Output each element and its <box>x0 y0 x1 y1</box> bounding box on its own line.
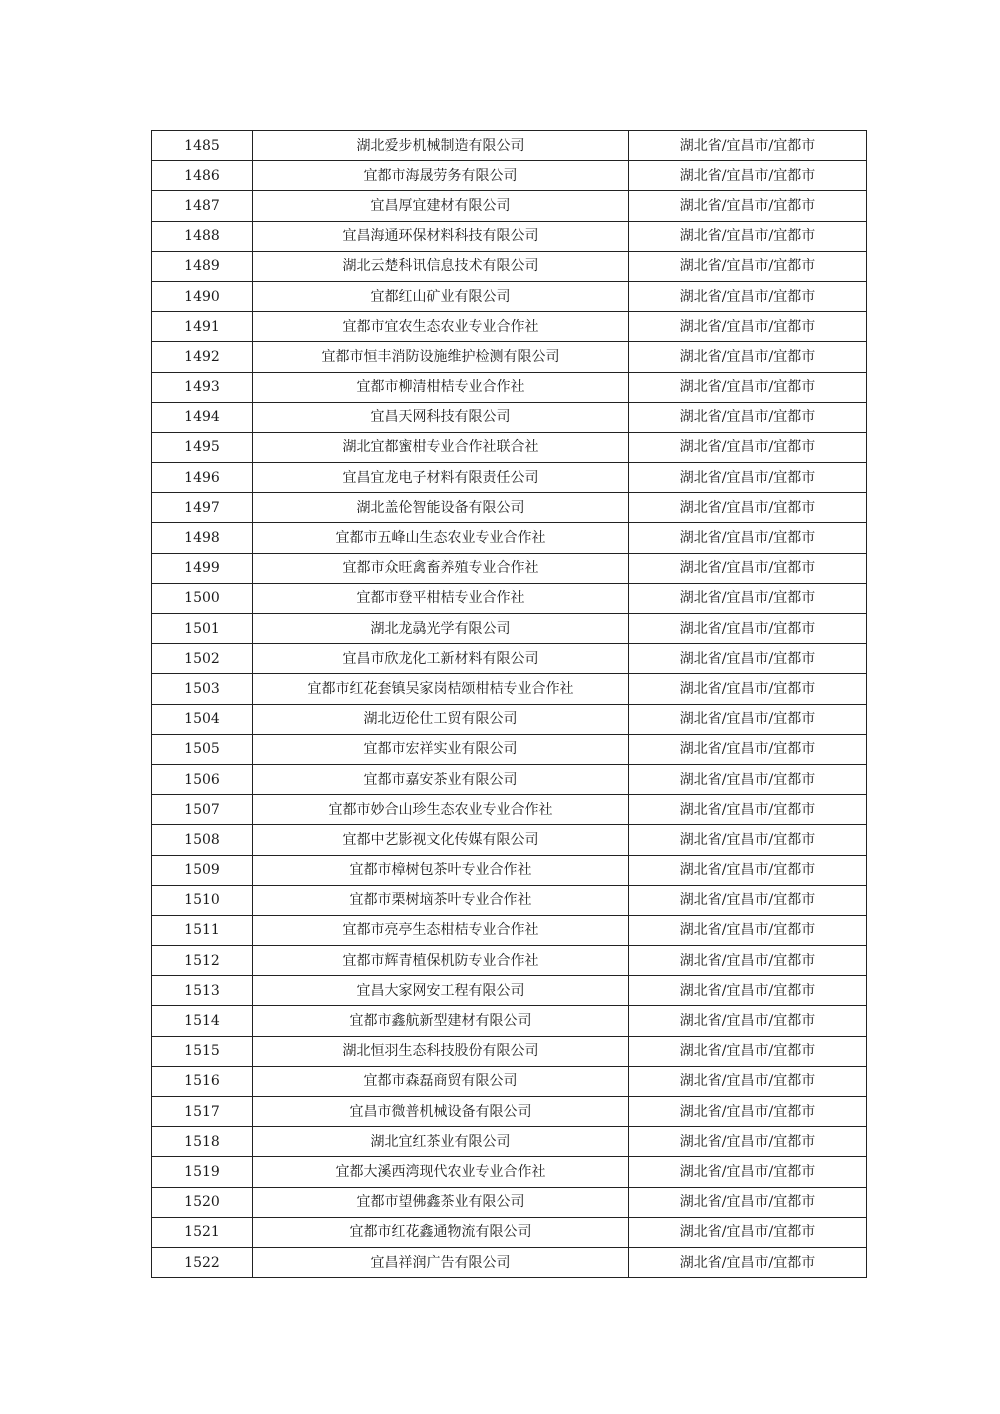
company-name-cell: 湖北宜都蜜柑专业合作社联合社 <box>253 432 629 462</box>
table-body <box>152 131 867 1278</box>
table-row <box>152 251 867 281</box>
company-name-cell: 宜都红山矿业有限公司 <box>253 281 629 311</box>
table-row <box>152 946 867 976</box>
region-cell: 湖北省/宜昌市/宜都市 <box>629 312 867 342</box>
region-cell: 湖北省/宜昌市/宜都市 <box>629 885 867 915</box>
region-cell: 湖北省/宜昌市/宜都市 <box>629 372 867 402</box>
region-cell: 湖北省/宜昌市/宜都市 <box>629 614 867 644</box>
region-cell: 湖北省/宜昌市/宜都市 <box>629 674 867 704</box>
company-name-cell: 湖北宜红茶业有限公司 <box>253 1127 629 1157</box>
table-row <box>152 1006 867 1036</box>
region-cell: 湖北省/宜昌市/宜都市 <box>629 1066 867 1096</box>
region-cell: 湖北省/宜昌市/宜都市 <box>629 583 867 613</box>
row-number-cell: 1506 <box>152 764 253 794</box>
table-row <box>152 583 867 613</box>
row-number-cell: 1511 <box>152 915 253 945</box>
table-row <box>152 342 867 372</box>
row-number-cell: 1516 <box>152 1066 253 1096</box>
table-row <box>152 493 867 523</box>
table-row <box>152 734 867 764</box>
company-name-cell: 湖北云楚科讯信息技术有限公司 <box>253 251 629 281</box>
company-name-cell: 宜昌大家网安工程有限公司 <box>253 976 629 1006</box>
table-row <box>152 131 867 161</box>
row-number-cell: 1503 <box>152 674 253 704</box>
table-row <box>152 553 867 583</box>
region-cell: 湖北省/宜昌市/宜都市 <box>629 764 867 794</box>
region-cell: 湖北省/宜昌市/宜都市 <box>629 493 867 523</box>
region-cell: 湖北省/宜昌市/宜都市 <box>629 463 867 493</box>
region-cell: 湖北省/宜昌市/宜都市 <box>629 342 867 372</box>
row-number-cell: 1522 <box>152 1247 253 1277</box>
region-cell: 湖北省/宜昌市/宜都市 <box>629 402 867 432</box>
company-name-cell: 宜昌天网科技有限公司 <box>253 402 629 432</box>
region-cell: 湖北省/宜昌市/宜都市 <box>629 976 867 1006</box>
table-row <box>152 764 867 794</box>
table-row <box>152 463 867 493</box>
table-row <box>152 1097 867 1127</box>
table-row <box>152 1187 867 1217</box>
table-row <box>152 1157 867 1187</box>
row-number-cell: 1493 <box>152 372 253 402</box>
row-number-cell: 1517 <box>152 1097 253 1127</box>
table-row <box>152 312 867 342</box>
company-name-cell: 宜都市辉青植保机防专业合作社 <box>253 946 629 976</box>
row-number-cell: 1514 <box>152 1006 253 1036</box>
table-row <box>152 1217 867 1247</box>
row-number-cell: 1495 <box>152 432 253 462</box>
region-cell: 湖北省/宜昌市/宜都市 <box>629 915 867 945</box>
table-row <box>152 855 867 885</box>
company-name-cell: 湖北龙骉光学有限公司 <box>253 614 629 644</box>
row-number-cell: 1520 <box>152 1187 253 1217</box>
row-number-cell: 1492 <box>152 342 253 372</box>
row-number-cell: 1486 <box>152 161 253 191</box>
company-name-cell: 宜都大溪西湾现代农业专业合作社 <box>253 1157 629 1187</box>
row-number-cell: 1499 <box>152 553 253 583</box>
table-row <box>152 915 867 945</box>
row-number-cell: 1498 <box>152 523 253 553</box>
company-name-cell: 宜都市亮亭生态柑桔专业合作社 <box>253 915 629 945</box>
company-name-cell: 宜都市柳清柑桔专业合作社 <box>253 372 629 402</box>
region-cell: 湖北省/宜昌市/宜都市 <box>629 1187 867 1217</box>
region-cell: 湖北省/宜昌市/宜都市 <box>629 1006 867 1036</box>
table-row <box>152 432 867 462</box>
row-number-cell: 1496 <box>152 463 253 493</box>
region-cell: 湖北省/宜昌市/宜都市 <box>629 855 867 885</box>
company-name-cell: 宜都市红花鑫通物流有限公司 <box>253 1217 629 1247</box>
company-name-cell: 宜都市妙合山珍生态农业专业合作社 <box>253 795 629 825</box>
table-row <box>152 674 867 704</box>
table-row <box>152 1066 867 1096</box>
company-name-cell: 湖北迈伦仕工贸有限公司 <box>253 704 629 734</box>
row-number-cell: 1519 <box>152 1157 253 1187</box>
table-row <box>152 976 867 1006</box>
row-number-cell: 1508 <box>152 825 253 855</box>
company-name-cell: 宜昌祥润广告有限公司 <box>253 1247 629 1277</box>
region-cell: 湖北省/宜昌市/宜都市 <box>629 523 867 553</box>
row-number-cell: 1494 <box>152 402 253 432</box>
row-number-cell: 1504 <box>152 704 253 734</box>
row-number-cell: 1518 <box>152 1127 253 1157</box>
company-name-cell: 宜都市恒丰消防设施维护检测有限公司 <box>253 342 629 372</box>
table-row <box>152 523 867 553</box>
company-name-cell: 宜都市宏祥实业有限公司 <box>253 734 629 764</box>
company-name-cell: 宜昌海通环保材料科技有限公司 <box>253 221 629 251</box>
table-row <box>152 161 867 191</box>
region-cell: 湖北省/宜昌市/宜都市 <box>629 644 867 674</box>
region-cell: 湖北省/宜昌市/宜都市 <box>629 432 867 462</box>
company-name-cell: 宜都中艺影视文化传媒有限公司 <box>253 825 629 855</box>
row-number-cell: 1513 <box>152 976 253 1006</box>
company-name-cell: 宜都市樟树包茶叶专业合作社 <box>253 855 629 885</box>
region-cell: 湖北省/宜昌市/宜都市 <box>629 131 867 161</box>
row-number-cell: 1485 <box>152 131 253 161</box>
row-number-cell: 1521 <box>152 1217 253 1247</box>
company-name-cell: 宜都市五峰山生态农业专业合作社 <box>253 523 629 553</box>
company-name-cell: 宜昌宜龙电子材料有限责任公司 <box>253 463 629 493</box>
region-cell: 湖北省/宜昌市/宜都市 <box>629 553 867 583</box>
region-cell: 湖北省/宜昌市/宜都市 <box>629 281 867 311</box>
row-number-cell: 1500 <box>152 583 253 613</box>
table-row <box>152 1036 867 1066</box>
table-row <box>152 614 867 644</box>
company-name-cell: 湖北爱步机械制造有限公司 <box>253 131 629 161</box>
row-number-cell: 1501 <box>152 614 253 644</box>
company-name-cell: 宜都市望佛鑫茶业有限公司 <box>253 1187 629 1217</box>
region-cell: 湖北省/宜昌市/宜都市 <box>629 1247 867 1277</box>
company-table <box>151 130 867 1278</box>
row-number-cell: 1512 <box>152 946 253 976</box>
row-number-cell: 1497 <box>152 493 253 523</box>
table-row <box>152 795 867 825</box>
region-cell: 湖北省/宜昌市/宜都市 <box>629 825 867 855</box>
region-cell: 湖北省/宜昌市/宜都市 <box>629 1036 867 1066</box>
region-cell: 湖北省/宜昌市/宜都市 <box>629 1127 867 1157</box>
company-name-cell: 宜都市森磊商贸有限公司 <box>253 1066 629 1096</box>
region-cell: 湖北省/宜昌市/宜都市 <box>629 946 867 976</box>
table-row <box>152 191 867 221</box>
table-row <box>152 372 867 402</box>
row-number-cell: 1488 <box>152 221 253 251</box>
row-number-cell: 1509 <box>152 855 253 885</box>
table-row <box>152 825 867 855</box>
row-number-cell: 1510 <box>152 885 253 915</box>
row-number-cell: 1507 <box>152 795 253 825</box>
company-name-cell: 宜都市众旺禽畜养殖专业合作社 <box>253 553 629 583</box>
row-number-cell: 1489 <box>152 251 253 281</box>
table-row <box>152 885 867 915</box>
company-name-cell: 宜都市栗树垴茶叶专业合作社 <box>253 885 629 915</box>
row-number-cell: 1515 <box>152 1036 253 1066</box>
row-number-cell: 1502 <box>152 644 253 674</box>
table-row <box>152 704 867 734</box>
company-name-cell: 湖北恒羽生态科技股份有限公司 <box>253 1036 629 1066</box>
company-name-cell: 宜昌市微普机械设备有限公司 <box>253 1097 629 1127</box>
region-cell: 湖北省/宜昌市/宜都市 <box>629 251 867 281</box>
region-cell: 湖北省/宜昌市/宜都市 <box>629 1097 867 1127</box>
table-row <box>152 1127 867 1157</box>
row-number-cell: 1490 <box>152 281 253 311</box>
company-name-cell: 宜昌厚宜建材有限公司 <box>253 191 629 221</box>
table-row <box>152 221 867 251</box>
region-cell: 湖北省/宜昌市/宜都市 <box>629 795 867 825</box>
table-row <box>152 1247 867 1277</box>
company-name-cell: 宜都市鑫航新型建材有限公司 <box>253 1006 629 1036</box>
region-cell: 湖北省/宜昌市/宜都市 <box>629 1157 867 1187</box>
company-name-cell: 宜都市红花套镇吴家岗桔颂柑桔专业合作社 <box>253 674 629 704</box>
region-cell: 湖北省/宜昌市/宜都市 <box>629 191 867 221</box>
company-name-cell: 宜都市登平柑桔专业合作社 <box>253 583 629 613</box>
region-cell: 湖北省/宜昌市/宜都市 <box>629 1217 867 1247</box>
region-cell: 湖北省/宜昌市/宜都市 <box>629 161 867 191</box>
company-name-cell: 宜都市嘉安茶业有限公司 <box>253 764 629 794</box>
row-number-cell: 1505 <box>152 734 253 764</box>
region-cell: 湖北省/宜昌市/宜都市 <box>629 734 867 764</box>
row-number-cell: 1491 <box>152 312 253 342</box>
table-row <box>152 402 867 432</box>
company-name-cell: 宜昌市欣龙化工新材料有限公司 <box>253 644 629 674</box>
row-number-cell: 1487 <box>152 191 253 221</box>
region-cell: 湖北省/宜昌市/宜都市 <box>629 704 867 734</box>
table-row <box>152 644 867 674</box>
company-name-cell: 宜都市海晟劳务有限公司 <box>253 161 629 191</box>
company-name-cell: 湖北盖伦智能设备有限公司 <box>253 493 629 523</box>
table-row <box>152 281 867 311</box>
company-name-cell: 宜都市宜农生态农业专业合作社 <box>253 312 629 342</box>
region-cell: 湖北省/宜昌市/宜都市 <box>629 221 867 251</box>
